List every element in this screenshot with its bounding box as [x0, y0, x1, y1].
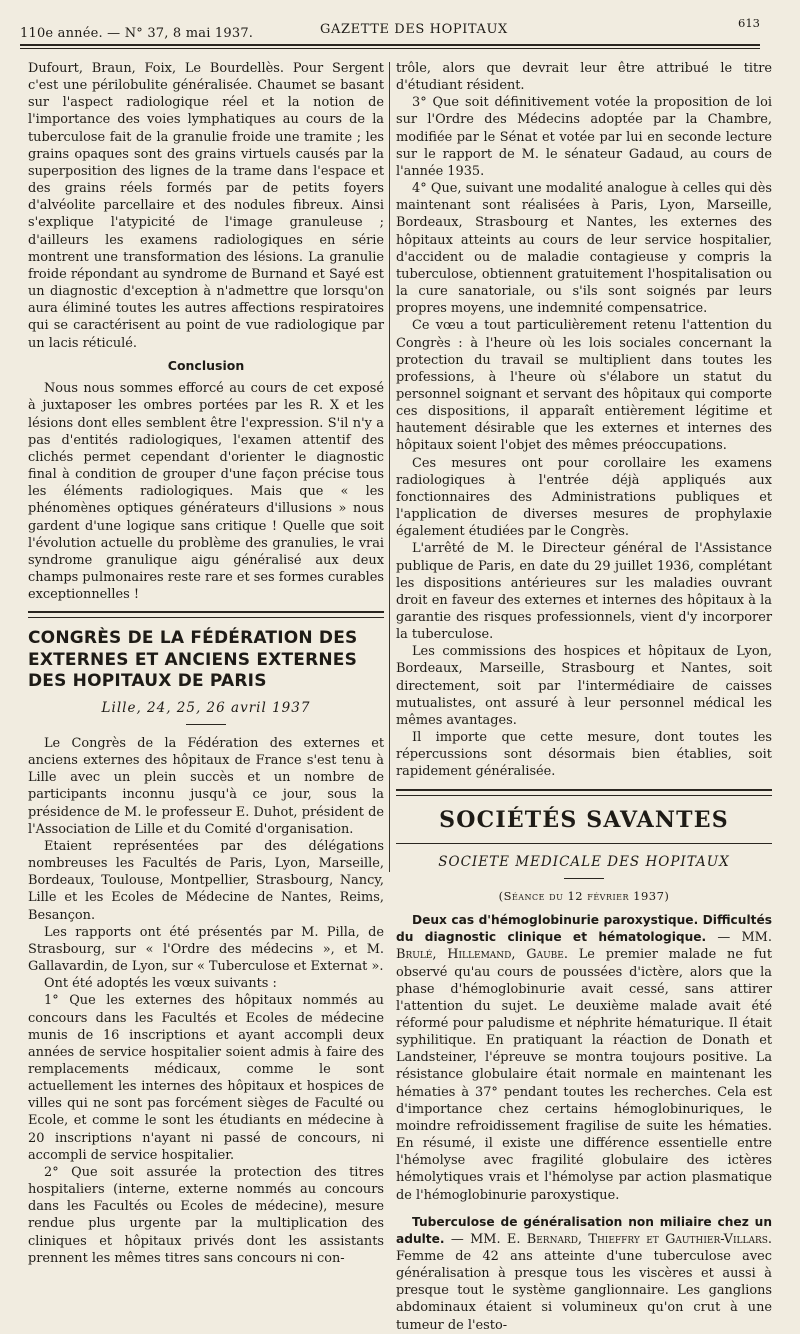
column-divider — [389, 62, 390, 872]
intro-paragraph: Dufourt, Braun, Foix, Le Bourdellès. Pour Sergent c'est une périlobulite généralisée. Chaumet se basant sur l'aspect radiologique réel et la notion de l'importance des voies lymphatiques au cours de la tuberculose fait de la granulie froide une tramite ; les grains opaques sont des grains virtuels causés par la superposition des lignes de la trame dans l'espace et des grains réels formés par de petits foyers d'alvéolite parcellaire et des nodules fibreux. Ainsi s'explique l'atypicité de l'image granuleuse ; d'ailleurs les examens radiologiques en série montrent une transformation des lésions. La granulie froide répondant au syndrome de Burnand et Sayé est un diagnostic d'exception à n'admettre que lorsqu'on aura éliminé toutes les autres affections respiratoires qui se caractérisent au point de vue radiologique par un lacis réticulé. — [28, 61, 384, 351]
right-column — [396, 60, 772, 1334]
voeu-4: 4° Que, suivant une modalité analogue à celles qui dès maintenant sont réalisées à Paris, Lyon, Marseille, Bordeaux, Strasbourg et Nantes, les externes des hôpitaux atteints au cours de leur service hospitalier, d'accident ou de maladie contagieuse y compris la tuberculose, obtiennent gratuitement l'hospitalisation ou la cure sanatoriale, ou s'ils sont soignés par leurs propres moyens, une indemnité compensatrice. — [396, 181, 772, 317]
article-title: Tuberculose de généralisation non miliaire chez un adulte. — [396, 1214, 772, 1246]
page-header — [20, 14, 760, 40]
congres-paragraph: Les commissions des hospices et hôpitaux de Lyon, Bordeaux, Marseille, Strasbourg et Nantes, soit directement, soit par l'intermédiaire de caisses mutualistes, ont assuré à leur personnel médical les mêmes avantages. — [396, 644, 772, 728]
voeu-1: 1° Que les externes des hôpitaux nommés au concours dans les Facultés et Ecoles de médecine munis de 16 inscriptions et ayant accompli deux années de service hospitalier soient admis à faire des remplacements médicaux, comme le sont actuellement les internes des hôpitaux et hospices de villes qui ne sont pas forcément sièges de Faculté ou Ecole, et comme le sont les étudiants en médecine à 20 inscriptions n'ayant ni passé de concours, ni accompli de service hospitalier. — [28, 993, 384, 1163]
journal-title: GAZETTE DES HOPITAUX — [320, 22, 508, 37]
societe-name: SOCIETE MEDICALE DES HOPITAUX — [438, 853, 730, 870]
left-column — [28, 60, 384, 1267]
article-body: Le premier malade ne fut observé qu'au cours de poussées d'ictère, alors que la phase d'hémoglobinurie avait cessé, sans attirer l'attention du sujet. Le deuxième malade avait été réformé pour paludisme et néphrite hématurique. Il était syphilitique. En pratiquant la réaction de Donath et Landsteiner, l'épreuve se montra toujours positive. La résistance globulaire était normale en maintenant les hématies à 37° pendant toutes les recherches. Cela est d'importance chez certains hémoglobinuriques, le moindre refroidissement fragilise de suite les hématies. En résumé, il existe une différence essentielle entre l'hémolyse avec fragilité globulaire des ictères hémolytiques vrais et l'hémolyse par action plasmatique de l'hémoglobinurie paroxystique. — [396, 947, 773, 1203]
congres-paragraph: Ce vœu a tout particulièrement retenu l'attention du Congrès : à l'heure où les lois sociales concernant la protection du travail se multiplient dans toutes les professions, à l'heure où s'élabore un statut du personnel soignant et servant des hôpitaux qui comporte ces dispositions, il apparaît entièrement légitime et hautement désirable que les externes et internes des hôpitaux soient l'objet des mêmes préoccupations. — [396, 318, 772, 454]
article-authors: — MM. Brulé, Hillemand, Gaube. — [396, 930, 772, 963]
article-body: Femme de 42 ans atteinte d'une tuberculose avec généralisation à presque tous les viscères et aussi à presque tout le système ganglionnaire. Les ganglions abdominaux étaient si volumineux qu'on crut à une tumeur de l'esto- — [396, 1249, 772, 1333]
conclusion-paragraph: Nous nous sommes efforcé au cours de cet exposé à juxtaposer les ombres portées par les R. X et les lésions dont elles semblent être l'expression. S'il n'y a pas d'entités radiologiques, l'examen attentif des clichés permet cependant d'orienter le diagnostic final à condition de grouper d'une façon précise tous les éléments radiologiques. Mais que « les phénomènes optiques générateurs d'illusions » nous gardent d'une logique sans critique ! Quelle que soit l'évolution actuelle du problème des granulies, le vrai syndrome granulique aigu généralisé aux deux champs pulmonaires reste rare et ses formes curables exceptionnelles ! — [28, 381, 384, 603]
congres-paragraph: Les rapports ont été présentés par M. Pilla, de Strasbourg, sur « l'Ordre des médecins », et M. Gallavardin, de Lyon, sur « Tuberculose et Externat ». — [28, 924, 384, 975]
voeu-3: 3° Que soit définitivement votée la proposition de loi sur l'Ordre des Médecins adoptée par la Chambre, modifiée par le Sénat et votée par lui en seconde lecture sur le rapport de M. le sénateur Gadaud, au cours de l'année 1935. — [396, 95, 772, 179]
section-rule — [28, 611, 384, 618]
societes-savantes-title: SOCIÉTÉS SAVANTES — [439, 806, 729, 833]
congres-paragraph: L'arrêté de M. le Directeur général de l'Assistance publique de Paris, en date du 29 juillet 1936, complétant les dispositions antérieures sur les maladies ouvrant droit en faveur des externes et internes des hôpitaux à la garantie des risques professionnels, vient d'y incorporer la tuberculose. — [396, 541, 772, 643]
congres-continued: trôle, alors que devrait leur être attribué le titre d'étudiant résident. — [396, 61, 772, 94]
seance-date: (Séance du 12 février 1937) — [498, 888, 670, 903]
voeu-2: 2° Que soit assurée la protection des titres hospitaliers (interne, externe nommés au concours dans les Facultés ou Ecoles de médecine), mesure rendue plus urgente par la multiplication des cliniques et hôpitaux privés dont les assistants prennent les mêmes titres sans concours ni con- — [28, 1164, 384, 1266]
congres-paragraph: Etaient représentées par des délégations nombreuses les Facultés de Paris, Lyon, Marseille, Bordeaux, Toulouse, Montpellier, Strasbourg, Nancy, Lille et les Ecoles de Médecine de Nantes, Reims, Besançon. — [28, 838, 384, 923]
issue-info: 110e année. — N° 37, 8 mai 1937. — [20, 26, 254, 41]
congres-date: Lille, 24, 25, 26 avril 1937 — [101, 700, 311, 717]
congres-paragraph: Ces mesures ont pour corollaire les examens radiologiques à l'entrée déjà appliqués aux fonctionnaires des Administrations publiques et l'application de diverses mesures de prophylaxie également étudiées par le Congrès. — [396, 455, 772, 540]
congres-title: CONGRÈS DE LA FÉDÉRATION DES EXTERNES ET ANCIENS EXTERNES DES HOPITAUX DE PARIS — [28, 628, 358, 691]
section-rule-thin — [396, 843, 772, 844]
section-rule — [396, 789, 772, 796]
header-rule-thin — [20, 48, 760, 49]
short-rule — [564, 878, 604, 879]
article-hemoglobinurie — [396, 912, 772, 1204]
header-rule — [20, 44, 760, 46]
article-authors: — MM. E. Bernard, Thieffry et Gauthier-Villars. — [444, 1231, 772, 1247]
short-rule — [186, 724, 226, 725]
congres-paragraph: Ont été adoptés les vœux suivants : — [44, 976, 277, 992]
article-title: Deux cas d'hémoglobinurie paroxystique. Difficultés du diagnostic clinique et hématologique. — [396, 913, 772, 945]
congres-paragraph: Le Congrès de la Fédération des externes et anciens externes des hôpitaux de France s'est tenu à Lille avec un plein succès et un nombre de participants inconnu jusqu'à ce jour, sous la présidence de M. le professeur E. Duhot, président de l'Association de Lille et du Comité d'organisation. — [28, 736, 384, 837]
conclusion-heading: Conclusion — [167, 357, 245, 373]
congres-paragraph: Il importe que cette mesure, dont toutes les répercussions sont désormais bien établies, soit rapidement généralisée. — [396, 730, 772, 780]
page-number: 613 — [738, 16, 760, 30]
article-tuberculose — [396, 1214, 772, 1334]
